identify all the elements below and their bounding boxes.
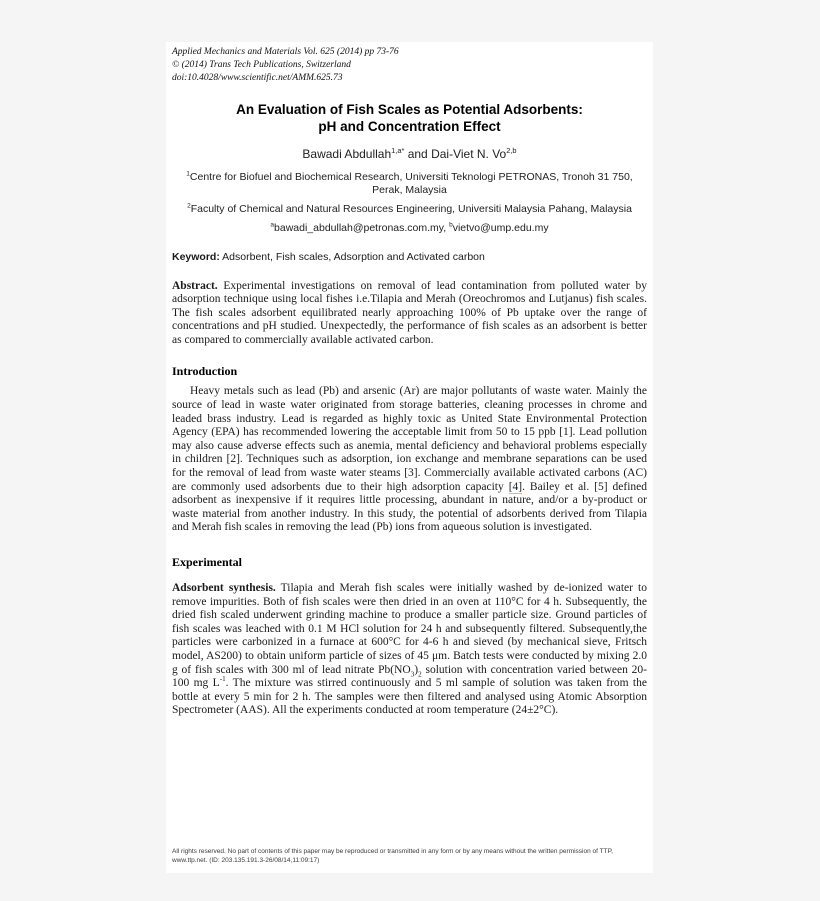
affiliation-1	[172, 171, 647, 196]
page-content	[166, 42, 653, 718]
affiliation-2-text: Faculty of Chemical and Natural Resources Engineering, Universiti Malaysia Pahang, Malaysia	[190, 203, 632, 215]
copyright-line: © (2014) Trans Tech Publications, Switzerland	[172, 60, 351, 70]
affiliation-2	[172, 203, 647, 216]
journal-header	[172, 46, 647, 85]
keyword-text: Adsorbent, Fish scales, Adsorption and Activated carbon	[219, 251, 485, 263]
affiliation-1-superscript: 1	[186, 170, 190, 178]
affiliation-1-text: Centre for Biofuel and Biochemical Research, Universiti Teknologi PETRONAS, Tronoh 31 750, Perak, Malaysia	[189, 171, 633, 196]
paper-page	[166, 42, 653, 873]
reference-4-link[interactable]: [4]	[508, 480, 523, 493]
author-connector: and	[404, 147, 432, 161]
doi-line: doi:10.4028/www.scientific.net/AMM.625.73	[172, 73, 343, 83]
introduction-heading: Introduction	[172, 364, 238, 379]
introduction-text-before-ref: Heavy metals such as lead (Pb) and arsenic (Ar) are major pollutants of waste water. Mainly the source of lead in waste water originated from storage batteries, cleaning processes in chrome and leaded brass industry. Lead is regarded as highly toxic as United State Environmental Protection Agency (EPA) has recommended lowering the acceptable limit from 50 to 15 ppb [1]. Lead pollution may also cause adverse effects such as anemia, mental deficiency and behavioral problems especially in children [2]. Techniques such as adsorption, ion exchange and membrane separations can be used for the removal of lead from waste water steams [3]. Commercially available activated carbons (AC) are commonly used adsorbents due to their high adsorption capacity	[172, 385, 647, 493]
affiliation-2-superscript: 2	[187, 202, 191, 210]
author-emails	[172, 222, 647, 235]
abstract-text: Experimental investigations on removal of lead contamination from polluted water by adsorption technique using local fishes i.e.Tilapia and Merah (Oreochromos and Lutjanus) fish scales. The fish scales adsorbent equilibrated nearly approaching 100% of Pb uptake over the range of concentrations and pH studied. Unexpectedly, the performance of fish scales as an adsorbent is better as compared to commercially available activated carbon.	[172, 279, 647, 346]
nitrate-subscript-3: 3	[410, 669, 415, 678]
email-a-superscript: a	[270, 221, 275, 228]
email-b: vietvo@ump.edu.my	[452, 221, 549, 234]
abstract-label: Abstract.	[172, 279, 218, 292]
experimental-text-2: )	[414, 663, 419, 676]
experimental-heading: Experimental	[172, 555, 242, 569]
abstract-paragraph	[172, 280, 647, 348]
paper-title	[172, 101, 647, 135]
rights-footer	[172, 848, 647, 865]
adsorbent-synthesis-label: Adsorbent synthesis.	[172, 582, 276, 594]
nitrate-subscript-2: 2	[418, 669, 422, 678]
per-litre-superscript: -1	[219, 675, 226, 684]
paper-title-line2: pH and Concentration Effect	[318, 119, 501, 134]
keyword-line	[172, 251, 647, 264]
experimental-paragraph	[172, 582, 647, 718]
rights-footer-line1: All rights reserved. No part of contents of this paper may be reproduced or transmitted in any form or by any means without the written permission of TTP,	[172, 848, 613, 855]
keyword-label: Keyword:	[172, 251, 220, 263]
author-line	[172, 147, 647, 161]
introduction-paragraph	[172, 385, 647, 535]
paper-title-line1: An Evaluation of Fish Scales as Potential Adsorbents:	[236, 102, 583, 117]
experimental-text-4: . The mixture was stirred continuously and 5 ml sample of solution was taken from the bottle at every 5 min for 2 h. The samples were then filtered and analysed using Atomic Absorption Spectrometer (AAS). All the experiments conducted at room temperature (24±2°C).	[172, 677, 647, 717]
experimental-text-1: Tilapia and Merah fish scales were initially washed by de-ionized water to remove impurities. Both of fish scales were then dried in an oven at 110°C for 4 h. Subsequently, the dried fish scaled underwent grinding machine to produce a smaller particle size. Ground particles of fish scales was leached with 0.1 M HCl solution for 24 h and subsequently filtered. Subsequently,the particles were carbonized in a furnace at 600°C for 4-6 h and sieved (by mechanical sieve, Fritsch model, AS200) to obtain uniform particle of sizes of 45 μm. Batch tests were conducted by mixing 2.0 g of fish scales with 300 ml of lead nitrate Pb(NO	[172, 582, 647, 676]
email-b-superscript: b	[449, 221, 453, 228]
author1-superscript: 1,a*	[391, 146, 405, 155]
author2-name: Dai-Viet N. Vo	[431, 147, 507, 161]
email-a: bawadi_abdullah@petronas.com.my,	[274, 221, 450, 234]
journal-citation-line: Applied Mechanics and Materials Vol. 625 (2014) pp 73-76	[172, 47, 399, 57]
author1-name: Bawadi Abdullah	[302, 147, 392, 161]
rights-footer-line2: www.ttp.net. (ID: 203.135.191.3-26/08/14,11:09:17)	[172, 856, 320, 864]
introduction-text-after-ref: . Bailey et al. [5] defined adsorbent as inexpensive if it requires little processing, abundant in nature, and/or a by-product or waste material from another industry. In this study, the potential of adsorbents derived from Tilapia and Merah fish scales in removing the lead (Pb) ions from aqueous solution is investigated.	[172, 480, 647, 534]
author2-superscript: 2,b	[506, 146, 517, 155]
experimental-text-3: solution with concentration varied between 20-100 mg L	[172, 663, 647, 690]
